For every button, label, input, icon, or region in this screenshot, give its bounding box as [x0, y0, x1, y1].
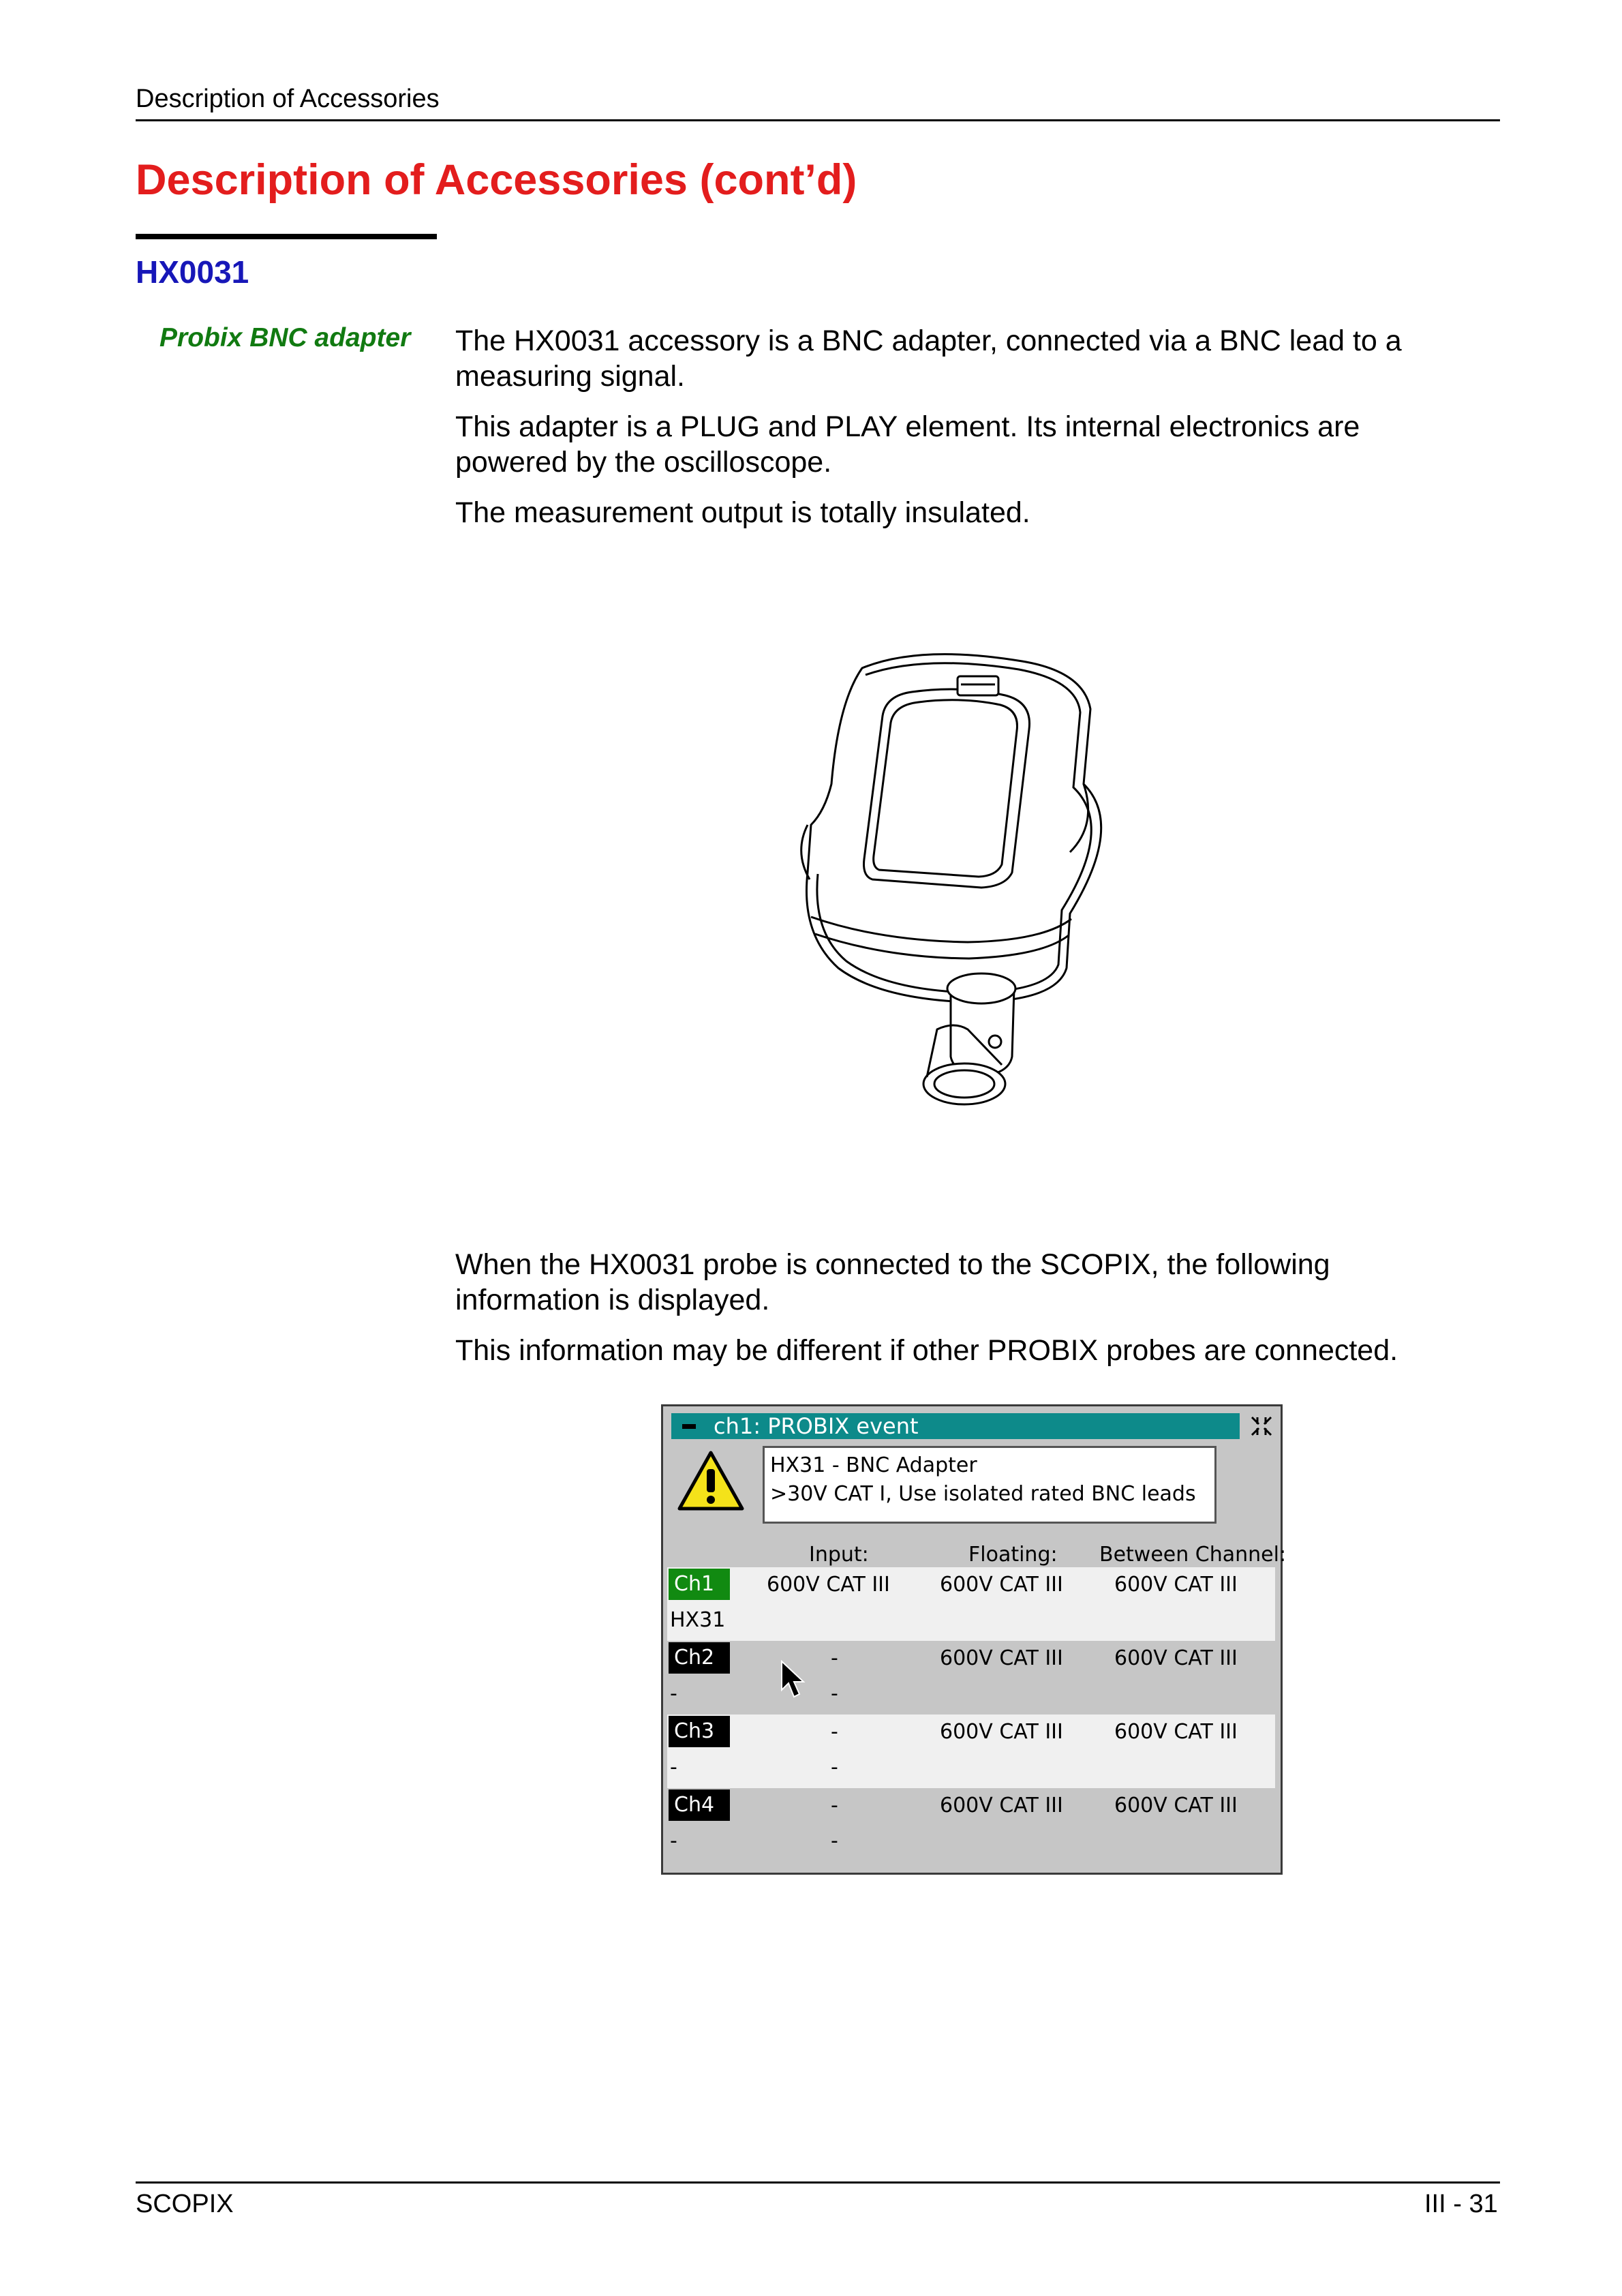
paragraph: The measurement output is totally insulated. [455, 496, 1030, 529]
window-title: ch1: PROBIX event [714, 1413, 919, 1439]
probe-name: - [670, 1682, 677, 1706]
window-titlebar[interactable] [671, 1413, 1240, 1439]
message-line-1: HX31 - BNC Adapter [770, 1453, 977, 1477]
footer-product: SCOPIX [136, 2190, 234, 2218]
channel-badge: Ch2 [669, 1642, 730, 1674]
probe-name: - [670, 1829, 677, 1853]
table-row [667, 1567, 1275, 1641]
probe-name: HX31 [670, 1608, 726, 1632]
input-rating: 600V CAT III [767, 1573, 890, 1597]
floating-rating: 600V CAT III [940, 1646, 1063, 1670]
between-rating: 600V CAT III [1114, 1720, 1238, 1744]
floating-rating: 600V CAT III [940, 1720, 1063, 1744]
warning-icon [675, 1449, 746, 1514]
mouse-pointer-icon [779, 1660, 806, 1701]
column-header-between: Between Channel: [1099, 1543, 1287, 1567]
page-number: III - 31 [1424, 2190, 1498, 2218]
running-header: Description of Accessories [136, 85, 440, 113]
probix-event-window [661, 1404, 1287, 1875]
intro-text [455, 323, 1464, 545]
bnc-adapter-illustration [797, 648, 1152, 1138]
column-header-floating: Floating: [968, 1543, 1058, 1567]
connection-text [455, 1247, 1464, 1383]
paragraph: When the HX0031 probe is connected to the SCOPIX, the following information is displayed. [455, 1248, 1330, 1316]
channel-badge: Ch4 [669, 1789, 730, 1821]
title-rule [136, 234, 437, 239]
channel-badge: Ch1 [669, 1569, 730, 1600]
floating-rating: 600V CAT III [940, 1794, 1063, 1817]
input-rating: - [831, 1720, 838, 1744]
input-sub: - [831, 1755, 838, 1779]
between-rating: 600V CAT III [1114, 1646, 1238, 1670]
table-row [667, 1715, 1275, 1788]
message-line-2: >30V CAT I, Use isolated rated BNC leads [770, 1482, 1196, 1506]
floating-rating: 600V CAT III [940, 1573, 1063, 1597]
minimize-icon[interactable] [682, 1424, 696, 1429]
paragraph: This adapter is a PLUG and PLAY element. Its internal electronics are powered by the oscilloscope. [455, 410, 1360, 479]
side-heading: Probix BNC adapter [159, 323, 411, 352]
paragraph: The HX0031 accessory is a BNC adapter, connected via a BNC lead to a measuring signal. [455, 324, 1402, 393]
input-rating: - [831, 1646, 838, 1670]
input-sub: - [831, 1682, 838, 1706]
input-rating: - [831, 1794, 838, 1817]
column-header-input: Input: [809, 1543, 869, 1567]
page-title: Description of Accessories (cont’d) [136, 156, 857, 204]
table-row [667, 1641, 1275, 1715]
table-row [667, 1788, 1275, 1862]
section-heading: HX0031 [136, 254, 249, 290]
paragraph: This information may be different if other PROBIX probes are connected. [455, 1334, 1398, 1367]
footer-rule [136, 2181, 1500, 2184]
message-box [763, 1446, 1216, 1524]
header-rule [136, 119, 1500, 121]
between-rating: 600V CAT III [1114, 1794, 1238, 1817]
probe-name: - [670, 1755, 677, 1779]
close-window-icon[interactable] [1248, 1413, 1275, 1439]
input-sub: - [831, 1829, 838, 1853]
channel-badge: Ch3 [669, 1716, 730, 1747]
between-rating: 600V CAT III [1114, 1573, 1238, 1597]
